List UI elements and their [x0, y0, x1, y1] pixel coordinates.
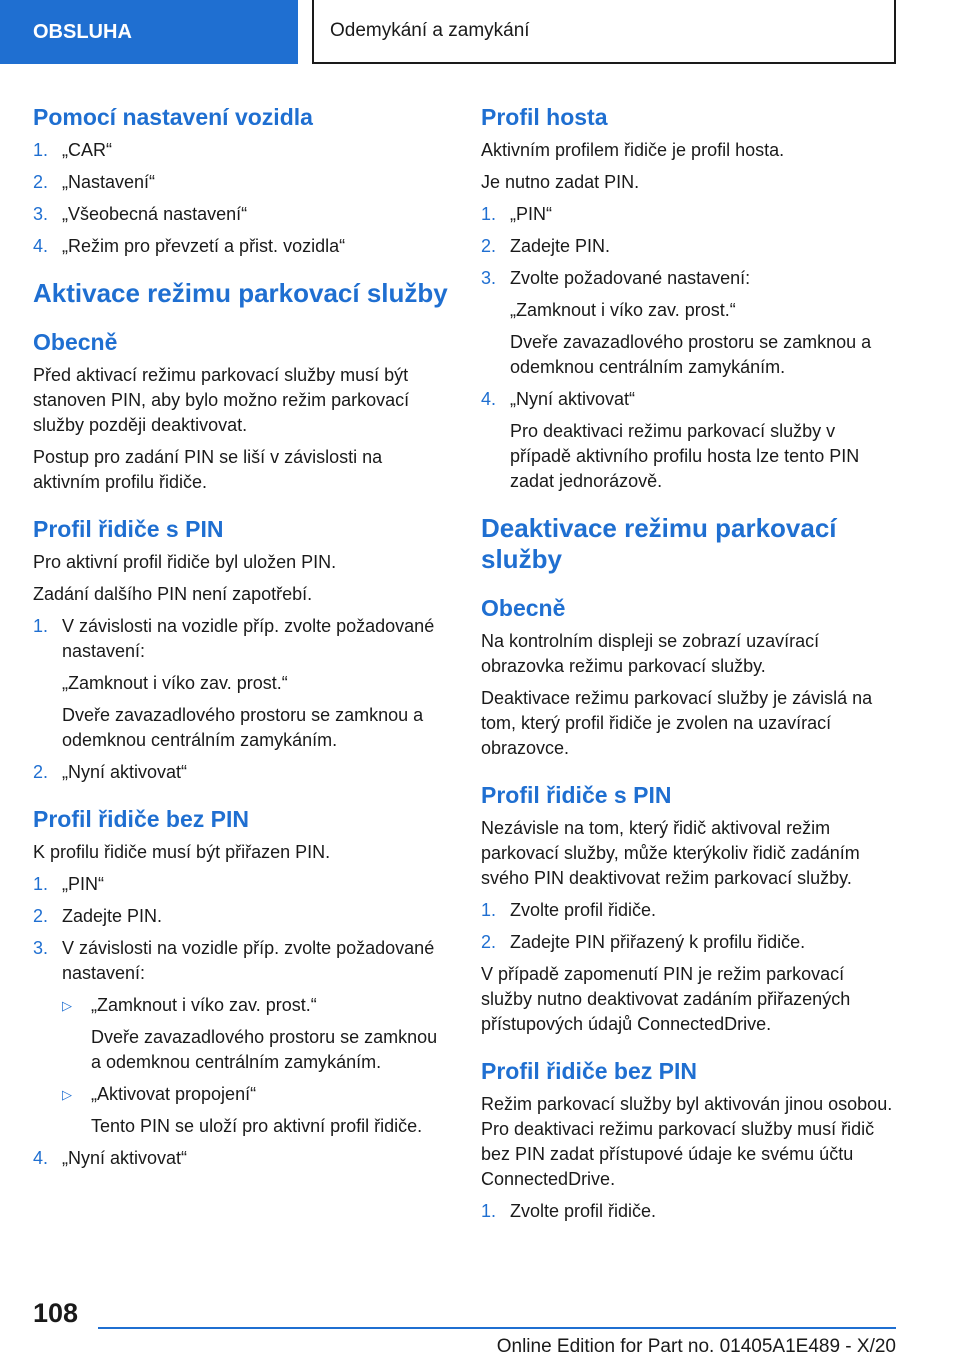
- list-item: 4. „Režim pro převzetí a přist. vozidla“: [33, 234, 449, 259]
- right-column: [481, 102, 897, 1231]
- list-deactivate-with-pin: [481, 898, 897, 955]
- list-item: 1. Zvolte profil řidiče.: [481, 1201, 657, 1221]
- paragraph: Před aktivací režimu parkovací služby musí být stanoven PIN, aby bylo možno režim parkovací služby později deaktivovat.: [33, 365, 410, 435]
- paragraph: Zadání dalšího PIN není zapotřebí.: [33, 584, 313, 604]
- list-vehicle-settings: [33, 138, 449, 259]
- list-number: 2.: [33, 172, 49, 192]
- list-item: 2. Zadejte PIN.: [33, 906, 163, 926]
- list-item: 2. Zadejte PIN.: [481, 236, 611, 256]
- paragraph: Nezávisle na tom, který řidič aktivoval režim parkovací služby, může kterýkoliv řidič zadáním svého PIN deaktivovat režim parkovací služby.: [481, 818, 860, 888]
- section-tab: [0, 0, 298, 64]
- list-item: 2. Zadejte PIN přiřazený k profilu řidiče.: [481, 932, 806, 952]
- list-item: 3. Zvolte požadované nastavení: „Zamknout i víko zav. prost.“ Dveře zavazadlového prostoru se zamknou a odemknou centrálním zamykáním.: [481, 268, 872, 377]
- sub-item: ▷ „Zamknout i víko zav. prost.“ Dveře zavazadlového prostoru se zamknou a odemknou centrálním zamykáním.: [62, 993, 449, 1075]
- paragraph: Na kontrolním displeji se zobrazí uzavírací obrazovka režimu parkovací služby.: [481, 631, 820, 676]
- list-item: 1. „CAR“: [33, 138, 449, 163]
- heading-vehicle-settings: Pomocí nastavení vozidla: [33, 104, 313, 130]
- list-item: 1. „PIN“: [33, 874, 104, 894]
- list-item: 2. „Nyní aktivovat“: [33, 762, 188, 782]
- left-column: [33, 102, 449, 1178]
- list-item: 1. V závislosti na vozidle příp. zvolte požadované nastavení: „Zamknout i víko zav. prost.“ Dveře zavazadlového prostoru se zamknou a odemknou centrálním zamykáním.: [33, 616, 435, 750]
- paragraph: V případě zapomenutí PIN je režim parkovací služby nutno deaktivovat zadáním přiřazených přístupových údajů ConnectedDrive.: [481, 964, 851, 1034]
- paragraph: K profilu řidiče musí být přiřazen PIN.: [33, 842, 331, 862]
- paragraph: Postup pro zadání PIN se liší v závislosti na aktivním profilu řidiče.: [33, 447, 383, 492]
- footer-divider: [98, 1327, 896, 1329]
- footer-edition: Online Edition for Part no. 01405A1E489 - X/20: [496, 1336, 896, 1357]
- list-item: 4. „Nyní aktivovat“ Pro deaktivaci režimu parkovací služby v případě aktivního profilu hosta lze tento PIN zadat jednorázově.: [481, 389, 860, 491]
- heading-profile-without-pin: Profil řidiče bez PIN: [481, 1058, 697, 1084]
- heading-profile-with-pin: Profil řidiče s PIN: [33, 516, 224, 542]
- list-item: 2. „Nastavení“: [33, 170, 449, 195]
- paragraph: Režim parkovací služby byl aktivován jinou osobou. Pro deaktivaci režimu parkovací služby musí řidič bez PIN zadat přístupové údaje ke svému účtu ConnectedDrive.: [481, 1094, 893, 1189]
- heading-valet-activation: Aktivace režimu parkovací služby: [33, 278, 448, 308]
- heading-valet-deactivation: Deaktivace režimu parkovací služby: [481, 513, 837, 574]
- list-item: 3. V závislosti na vozidle příp. zvolte požadované nastavení: ▷ „Zamknout i víko zav. prost.“ Dveře zavazadlového prostoru se zamknou a odemknou centrálním zamykáním. ▷ „Aktivovat propojení“ Tento PIN se uloží pro aktivní profil řidiče.: [33, 936, 449, 1139]
- list-guest-profile: [481, 202, 897, 494]
- list-number: 1.: [33, 140, 49, 160]
- list-item: 1. Zvolte profil řidiče.: [481, 900, 657, 920]
- list-deactivate-without-pin: [481, 1199, 897, 1224]
- list-item: 1. „PIN“: [481, 204, 552, 224]
- list-item: 3. „Všeobecná nastavení“: [33, 202, 449, 227]
- list-profile-without-pin: [33, 872, 449, 1171]
- heading-guest-profile: Profil hosta: [481, 104, 608, 130]
- paragraph: Aktivním profilem řidiče je profil hosta.: [481, 140, 785, 160]
- list-number: 3.: [33, 204, 49, 224]
- paragraph: Je nutno zadat PIN.: [481, 172, 640, 192]
- list-profile-with-pin: [33, 614, 449, 785]
- paragraph: Pro aktivní profil řidiče byl uložen PIN.: [33, 552, 337, 572]
- list-number: 4.: [33, 236, 49, 256]
- chapter-title-box: [312, 0, 896, 64]
- section-label: OBSLUHA: [33, 20, 132, 43]
- triangle-bullet-icon: ▷: [62, 1087, 72, 1102]
- heading-profile-without-pin: Profil řidiče bez PIN: [33, 806, 249, 832]
- sub-item: ▷ „Aktivovat propojení“ Tento PIN se uloží pro aktivní profil řidiče.: [62, 1082, 449, 1139]
- list-item: 4. „Nyní aktivovat“: [33, 1148, 188, 1168]
- heading-general: Obecně: [33, 329, 118, 355]
- page-number: 108: [33, 1298, 79, 1328]
- triangle-bullet-icon: ▷: [62, 998, 72, 1013]
- heading-general: Obecně: [481, 595, 566, 621]
- paragraph: Deaktivace režimu parkovací služby je závislá na tom, který profil řidiče je zvolen na uzavírací obrazovce.: [481, 688, 873, 758]
- chapter-title: Odemykání a zamykání: [330, 20, 530, 41]
- heading-profile-with-pin: Profil řidiče s PIN: [481, 782, 672, 808]
